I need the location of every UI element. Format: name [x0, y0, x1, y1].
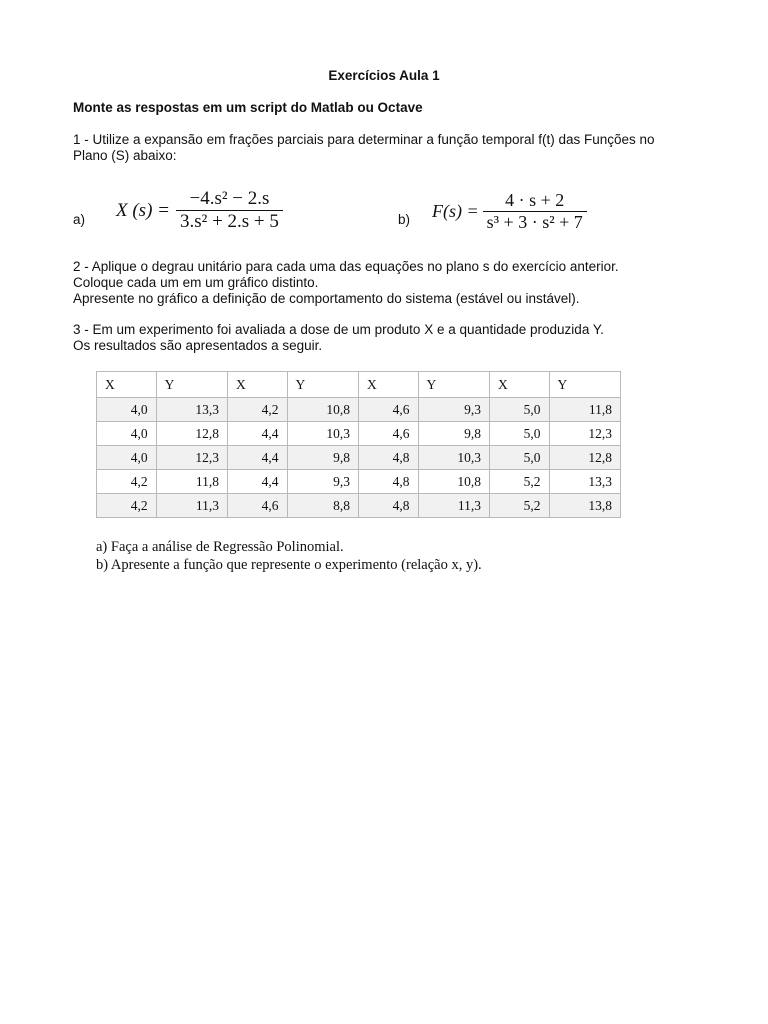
equation-a — [116, 188, 283, 233]
column-header-x: X — [227, 372, 287, 398]
table-cell: 11,8 — [549, 398, 620, 422]
table-cell: 13,3 — [156, 398, 227, 422]
equation-b-lhs: F(s) = — [432, 201, 479, 221]
table-cell: 12,3 — [156, 446, 227, 470]
table-row — [97, 494, 621, 518]
table-cell: 12,3 — [549, 422, 620, 446]
table-cell: 4,4 — [227, 446, 287, 470]
table-cell: 11,3 — [418, 494, 489, 518]
table-row — [97, 446, 621, 470]
exercise-2-line-2: Coloque cada um em um gráfico distinto. — [73, 275, 319, 290]
question-a: a) Faça a análise de Regressão Polinomial. — [96, 539, 344, 555]
table-cell: 4,2 — [227, 398, 287, 422]
exercise-3-text — [73, 322, 713, 354]
table-cell: 4,6 — [227, 494, 287, 518]
table-cell: 4,8 — [358, 470, 418, 494]
table-cell: 10,8 — [418, 470, 489, 494]
equation-b-fraction — [483, 190, 587, 233]
table-cell: 4,0 — [97, 398, 157, 422]
table-cell: 5,2 — [489, 470, 549, 494]
exercise-1-line-2: Plano (S) abaixo: — [73, 148, 177, 163]
exercise-2-line-1: 2 - Aplique o degrau unitário para cada uma das equações no plano s do exercício anterior. — [73, 259, 619, 274]
table-cell: 13,8 — [549, 494, 620, 518]
table-row — [97, 398, 621, 422]
table-header-row — [97, 372, 621, 398]
table-cell: 5,0 — [489, 398, 549, 422]
exercise-1-line-1: 1 - Utilize a expansão em frações parciais para determinar a função temporal f(t) das Funções no — [73, 132, 655, 147]
column-header-x: X — [358, 372, 418, 398]
table-row — [97, 422, 621, 446]
experiment-data-table — [96, 371, 621, 518]
equation-b-label: b) — [398, 212, 411, 227]
equation-b-denominator: s³ + 3 · s² + 7 — [486, 212, 583, 232]
column-header-y: Y — [287, 372, 358, 398]
table-cell: 9,8 — [418, 422, 489, 446]
question-b: b) Apresente a função que represente o experimento (relação x, y). — [96, 557, 482, 573]
table-cell: 9,3 — [418, 398, 489, 422]
equation-b-numerator: 4 · s + 2 — [505, 190, 565, 210]
exercise-2-text — [73, 259, 713, 307]
column-header-x: X — [489, 372, 549, 398]
table-cell: 8,8 — [287, 494, 358, 518]
table-cell: 9,3 — [287, 470, 358, 494]
column-header-y: Y — [418, 372, 489, 398]
table-cell: 5,2 — [489, 494, 549, 518]
exercise-3-questions — [96, 538, 482, 574]
equation-b — [432, 190, 587, 233]
table-cell: 4,8 — [358, 446, 418, 470]
table-cell: 12,8 — [156, 422, 227, 446]
column-header-y: Y — [156, 372, 227, 398]
table-row — [97, 470, 621, 494]
column-header-y: Y — [549, 372, 620, 398]
table-cell: 10,3 — [418, 446, 489, 470]
table-cell: 9,8 — [287, 446, 358, 470]
table-cell: 4,8 — [358, 494, 418, 518]
table-cell: 11,8 — [156, 470, 227, 494]
equation-a-fraction — [176, 188, 283, 233]
table-cell: 4,0 — [97, 422, 157, 446]
table-cell: 13,3 — [549, 470, 620, 494]
exercise-3-line-2: Os resultados são apresentados a seguir. — [73, 338, 323, 353]
table-cell: 4,0 — [97, 446, 157, 470]
column-header-x: X — [97, 372, 157, 398]
table-cell: 4,6 — [358, 398, 418, 422]
table-cell: 10,3 — [287, 422, 358, 446]
table-cell: 4,4 — [227, 422, 287, 446]
equation-a-denominator: 3.s² + 2.s + 5 — [179, 211, 279, 232]
equation-a-lhs: X (s) = — [116, 199, 170, 221]
page-title: Exercícios Aula 1 — [328, 68, 440, 83]
table-cell: 5,0 — [489, 446, 549, 470]
table-cell: 4,6 — [358, 422, 418, 446]
exercise-1-text — [73, 132, 713, 164]
exercise-2-line-3: Apresente no gráfico a definição de comportamento do sistema (estável ou instável). — [73, 291, 580, 306]
equation-a-label: a) — [73, 212, 86, 227]
instructions-heading: Monte as respostas em um script do Matlab ou Octave — [73, 100, 423, 115]
table-cell: 4,4 — [227, 470, 287, 494]
table-cell: 12,8 — [549, 446, 620, 470]
table-cell: 11,3 — [156, 494, 227, 518]
exercise-3-line-1: 3 - Em um experimento foi avaliada a dose de um produto X e a quantidade produzida Y. — [73, 322, 604, 337]
table-cell: 4,2 — [97, 470, 157, 494]
table-cell: 5,0 — [489, 422, 549, 446]
equation-a-numerator: −4.s² − 2.s — [189, 188, 270, 209]
table-cell: 4,2 — [97, 494, 157, 518]
table-cell: 10,8 — [287, 398, 358, 422]
